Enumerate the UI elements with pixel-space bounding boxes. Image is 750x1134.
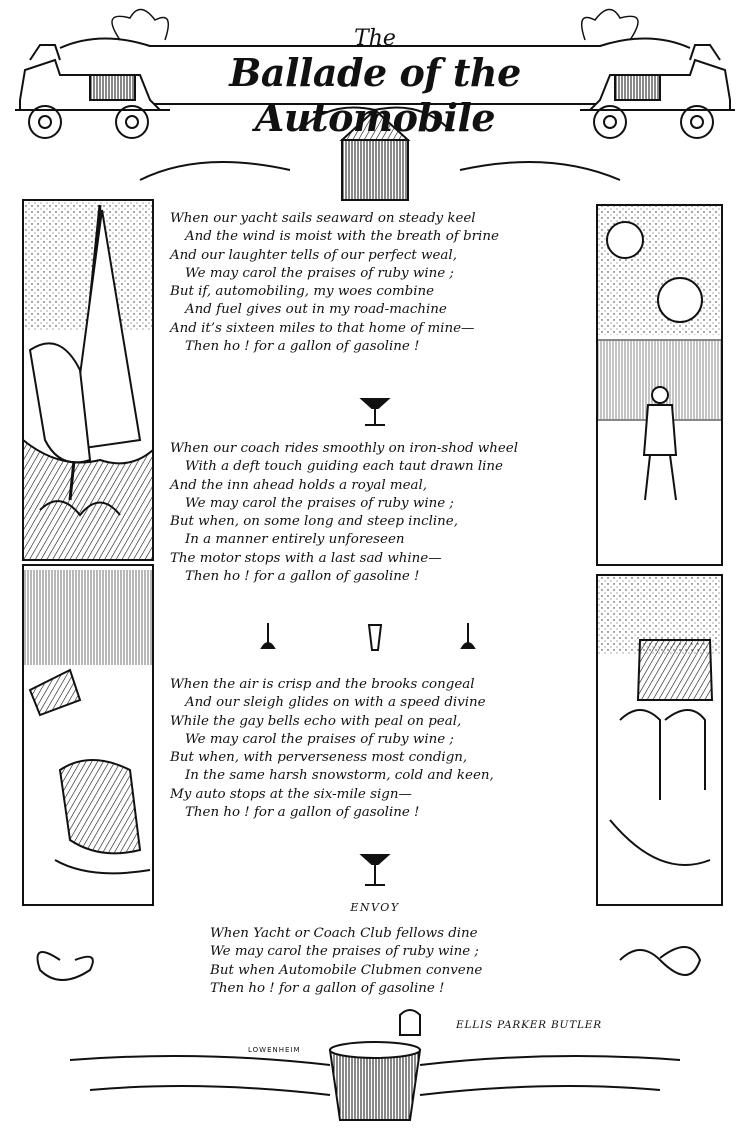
verse-line: In a manner entirely unforeseen xyxy=(185,532,405,548)
verse-line: We may carol the praises of ruby wine ; xyxy=(185,731,454,747)
illustrator-signature: LOWENHEIM xyxy=(248,1046,301,1054)
verse-line: Then ho ! for a gallon of gasoline ! xyxy=(185,569,420,585)
verse-line: When our coach rides smoothly on iron-shod wheel xyxy=(170,441,519,456)
verse-line: We may carol the praises of ruby wine ; xyxy=(185,265,454,281)
sleigh-panel-illustration xyxy=(23,565,153,905)
walker-panel-illustration xyxy=(597,205,722,565)
verse-line: We may carol the praises of ruby wine ; xyxy=(210,944,479,960)
envoy-heading: ENVOY xyxy=(350,901,400,914)
envoy-stanza xyxy=(210,925,630,998)
verse-line: And the wind is moist with the breath of brine xyxy=(185,229,499,245)
verse-line: While the gay bells echo with peal on peal, xyxy=(170,713,462,729)
verse-line: But when, with perverseness most condign, xyxy=(170,750,468,766)
bells-divider-icon xyxy=(262,623,474,650)
verse-line: In the same harsh snowstorm, cold and keen, xyxy=(185,768,494,784)
stanza-3 xyxy=(170,676,590,822)
verse-line: Then ho ! for a gallon of gasoline ! xyxy=(185,805,420,821)
verse-line: When the air is crisp and the brooks congeal xyxy=(170,677,475,692)
right-automobile-illustration xyxy=(580,45,735,138)
verse-line: And our laughter tells of our perfect weal, xyxy=(170,247,457,263)
goblet-divider-icon xyxy=(362,399,388,425)
page-title: Ballade of the Automobile xyxy=(229,50,521,140)
verse-line: And fuel gives out in my road-machine xyxy=(185,302,447,318)
verse-line: The motor stops with a last sad whine— xyxy=(170,550,442,566)
verse-line: When Yacht or Coach Club fellows dine xyxy=(210,926,478,941)
title-small: The xyxy=(354,26,396,51)
left-automobile-illustration xyxy=(15,45,170,138)
verse-line: But when Automobile Clubmen convene xyxy=(210,962,483,978)
yacht-panel-illustration xyxy=(23,200,153,560)
verse-line: We may carol the praises of ruby wine ; xyxy=(185,495,454,511)
verse-line: Then ho ! for a gallon of gasoline ! xyxy=(185,339,420,355)
verse-line: Then ho ! for a gallon of gasoline ! xyxy=(210,980,445,996)
stanza-1 xyxy=(170,210,590,356)
verse-line: But if, automobiling, my woes combine xyxy=(170,284,435,300)
coach-panel-illustration xyxy=(597,575,722,905)
verse-line: When our yacht sails seaward on steady keel xyxy=(170,211,476,226)
verse-line: But when, on some long and steep incline, xyxy=(170,514,458,530)
verse-line: And our sleigh glides on with a speed divine xyxy=(185,695,486,711)
stanza-2 xyxy=(170,440,590,586)
verse-line: With a deft touch guiding each taut drawn line xyxy=(185,459,503,475)
goblet-divider-icon-2 xyxy=(362,855,388,885)
verse-line: And it’s sixteen miles to that home of mine— xyxy=(170,320,475,336)
verse-line: My auto stops at the six-mile sign— xyxy=(170,786,412,802)
verse-line: And the inn ahead holds a royal meal, xyxy=(170,477,428,493)
author-byline: ELLIS PARKER BUTLER xyxy=(456,1019,602,1031)
